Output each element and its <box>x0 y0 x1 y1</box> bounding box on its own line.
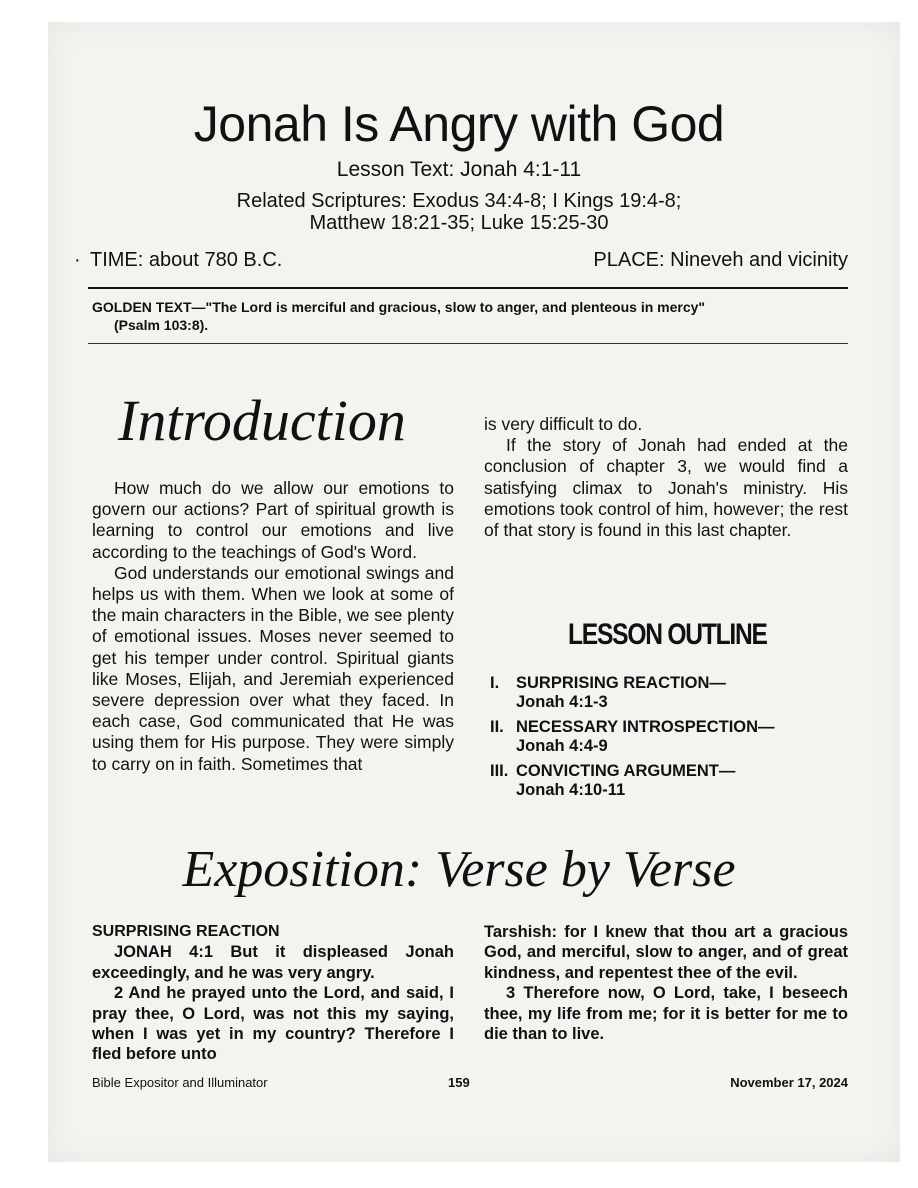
intro-continuation: is very difficult to do. <box>484 414 643 434</box>
outline-item <box>484 762 854 800</box>
related-line-2: Matthew 18:21-35; Luke 15:25-30 <box>309 212 609 234</box>
lesson-outline-heading: LESSON OUTLINE <box>568 618 767 651</box>
golden-text-line-1: GOLDEN TEXT—"The Lord is merciful and gracious, slow to anger, and plenteous in mercy" <box>92 299 706 315</box>
outline-item <box>484 718 854 756</box>
footer-date: November 17, 2024 <box>730 1075 848 1090</box>
divider-top <box>88 287 848 289</box>
outline-title: CONVICTING ARGUMENT— <box>516 762 736 780</box>
related-line-1: Related Scriptures: Exodus 34:4-8; I Kings 19:4-8; <box>236 190 682 212</box>
outline-item <box>484 674 854 712</box>
intro-paragraph: God understands our emotional swings and helps us with them. When we look at some of the main characters in the Bible, we see plenty of emotional issues. Moses never seemed to get his temper under control. Spiritual giants like Moses, Elijah, and Jeremiah experienced severe depression over what they faced. In each case, God communicated that He was using them for His purpose. They were simply to carry on in faith. Sometimes that <box>92 562 454 774</box>
section-heading: SURPRISING REACTION <box>92 923 280 940</box>
verse-paragraph: 3 Therefore now, O Lord, take, I beseech thee, my life from me; for it is better for me to die than to live. <box>484 984 848 1044</box>
verse-paragraph: 2 And he prayed unto the Lord, and said, I pray thee, O Lord, was not this my saying, when I was yet in my country? Therefore I fled before unto <box>92 984 454 1064</box>
exposition-left-column <box>92 922 454 1065</box>
outline-reference: Jonah 4:1-3 <box>516 693 608 711</box>
outline-reference: Jonah 4:4-9 <box>516 737 608 755</box>
verse-paragraph: JONAH 4:1 But it displeased Jonah exceedingly, and he was very angry. <box>92 943 454 982</box>
lesson-outline <box>484 674 854 806</box>
introduction-left-column <box>92 478 454 775</box>
exposition-heading: Exposition: Verse by Verse <box>182 841 736 898</box>
outline-reference: Jonah 4:10-11 <box>516 781 626 799</box>
introduction-heading: Introduction <box>118 388 406 453</box>
introduction-right-column <box>484 414 848 541</box>
outline-number: II. <box>490 718 504 736</box>
outline-number: III. <box>490 762 509 780</box>
golden-text <box>92 298 852 334</box>
golden-text-line-2: (Psalm 103:8). <box>114 317 209 333</box>
intro-paragraph: How much do we allow our emotions to govern our actions? Part of spiritual growth is learning to control our emotions and live according to the teachings of God's Word. <box>92 478 454 562</box>
outline-number: I. <box>490 674 500 692</box>
outline-title: NECESSARY INTROSPECTION— <box>516 718 775 736</box>
footer-page-number: 159 <box>448 1075 470 1090</box>
verse-continuation: Tarshish: for I knew that thou art a gracious God, and merciful, slow to anger, and of great kindness, and repentest thee of the evil. <box>484 923 848 982</box>
related-scriptures <box>60 190 858 234</box>
bullet-dot: · <box>74 249 81 271</box>
footer-publication: Bible Expositor and Illuminator <box>92 1075 268 1090</box>
lesson-text: Lesson Text: Jonah 4:1-11 <box>336 158 582 181</box>
exposition-right-column <box>484 922 848 1044</box>
time-label: TIME: about 780 B.C. <box>90 249 283 271</box>
divider-bottom <box>88 343 848 344</box>
place-label: PLACE: Nineveh and vicinity <box>593 249 848 271</box>
page-title: Jonah Is Angry with God <box>193 96 725 152</box>
outline-title: SURPRISING REACTION— <box>516 674 726 692</box>
intro-paragraph: If the story of Jonah had ended at the conclusion of chapter 3, we would find a satisfying climax to Jonah's ministry. His emotions took control of him, however; the rest of that story is found in this last chapter. <box>484 435 848 541</box>
